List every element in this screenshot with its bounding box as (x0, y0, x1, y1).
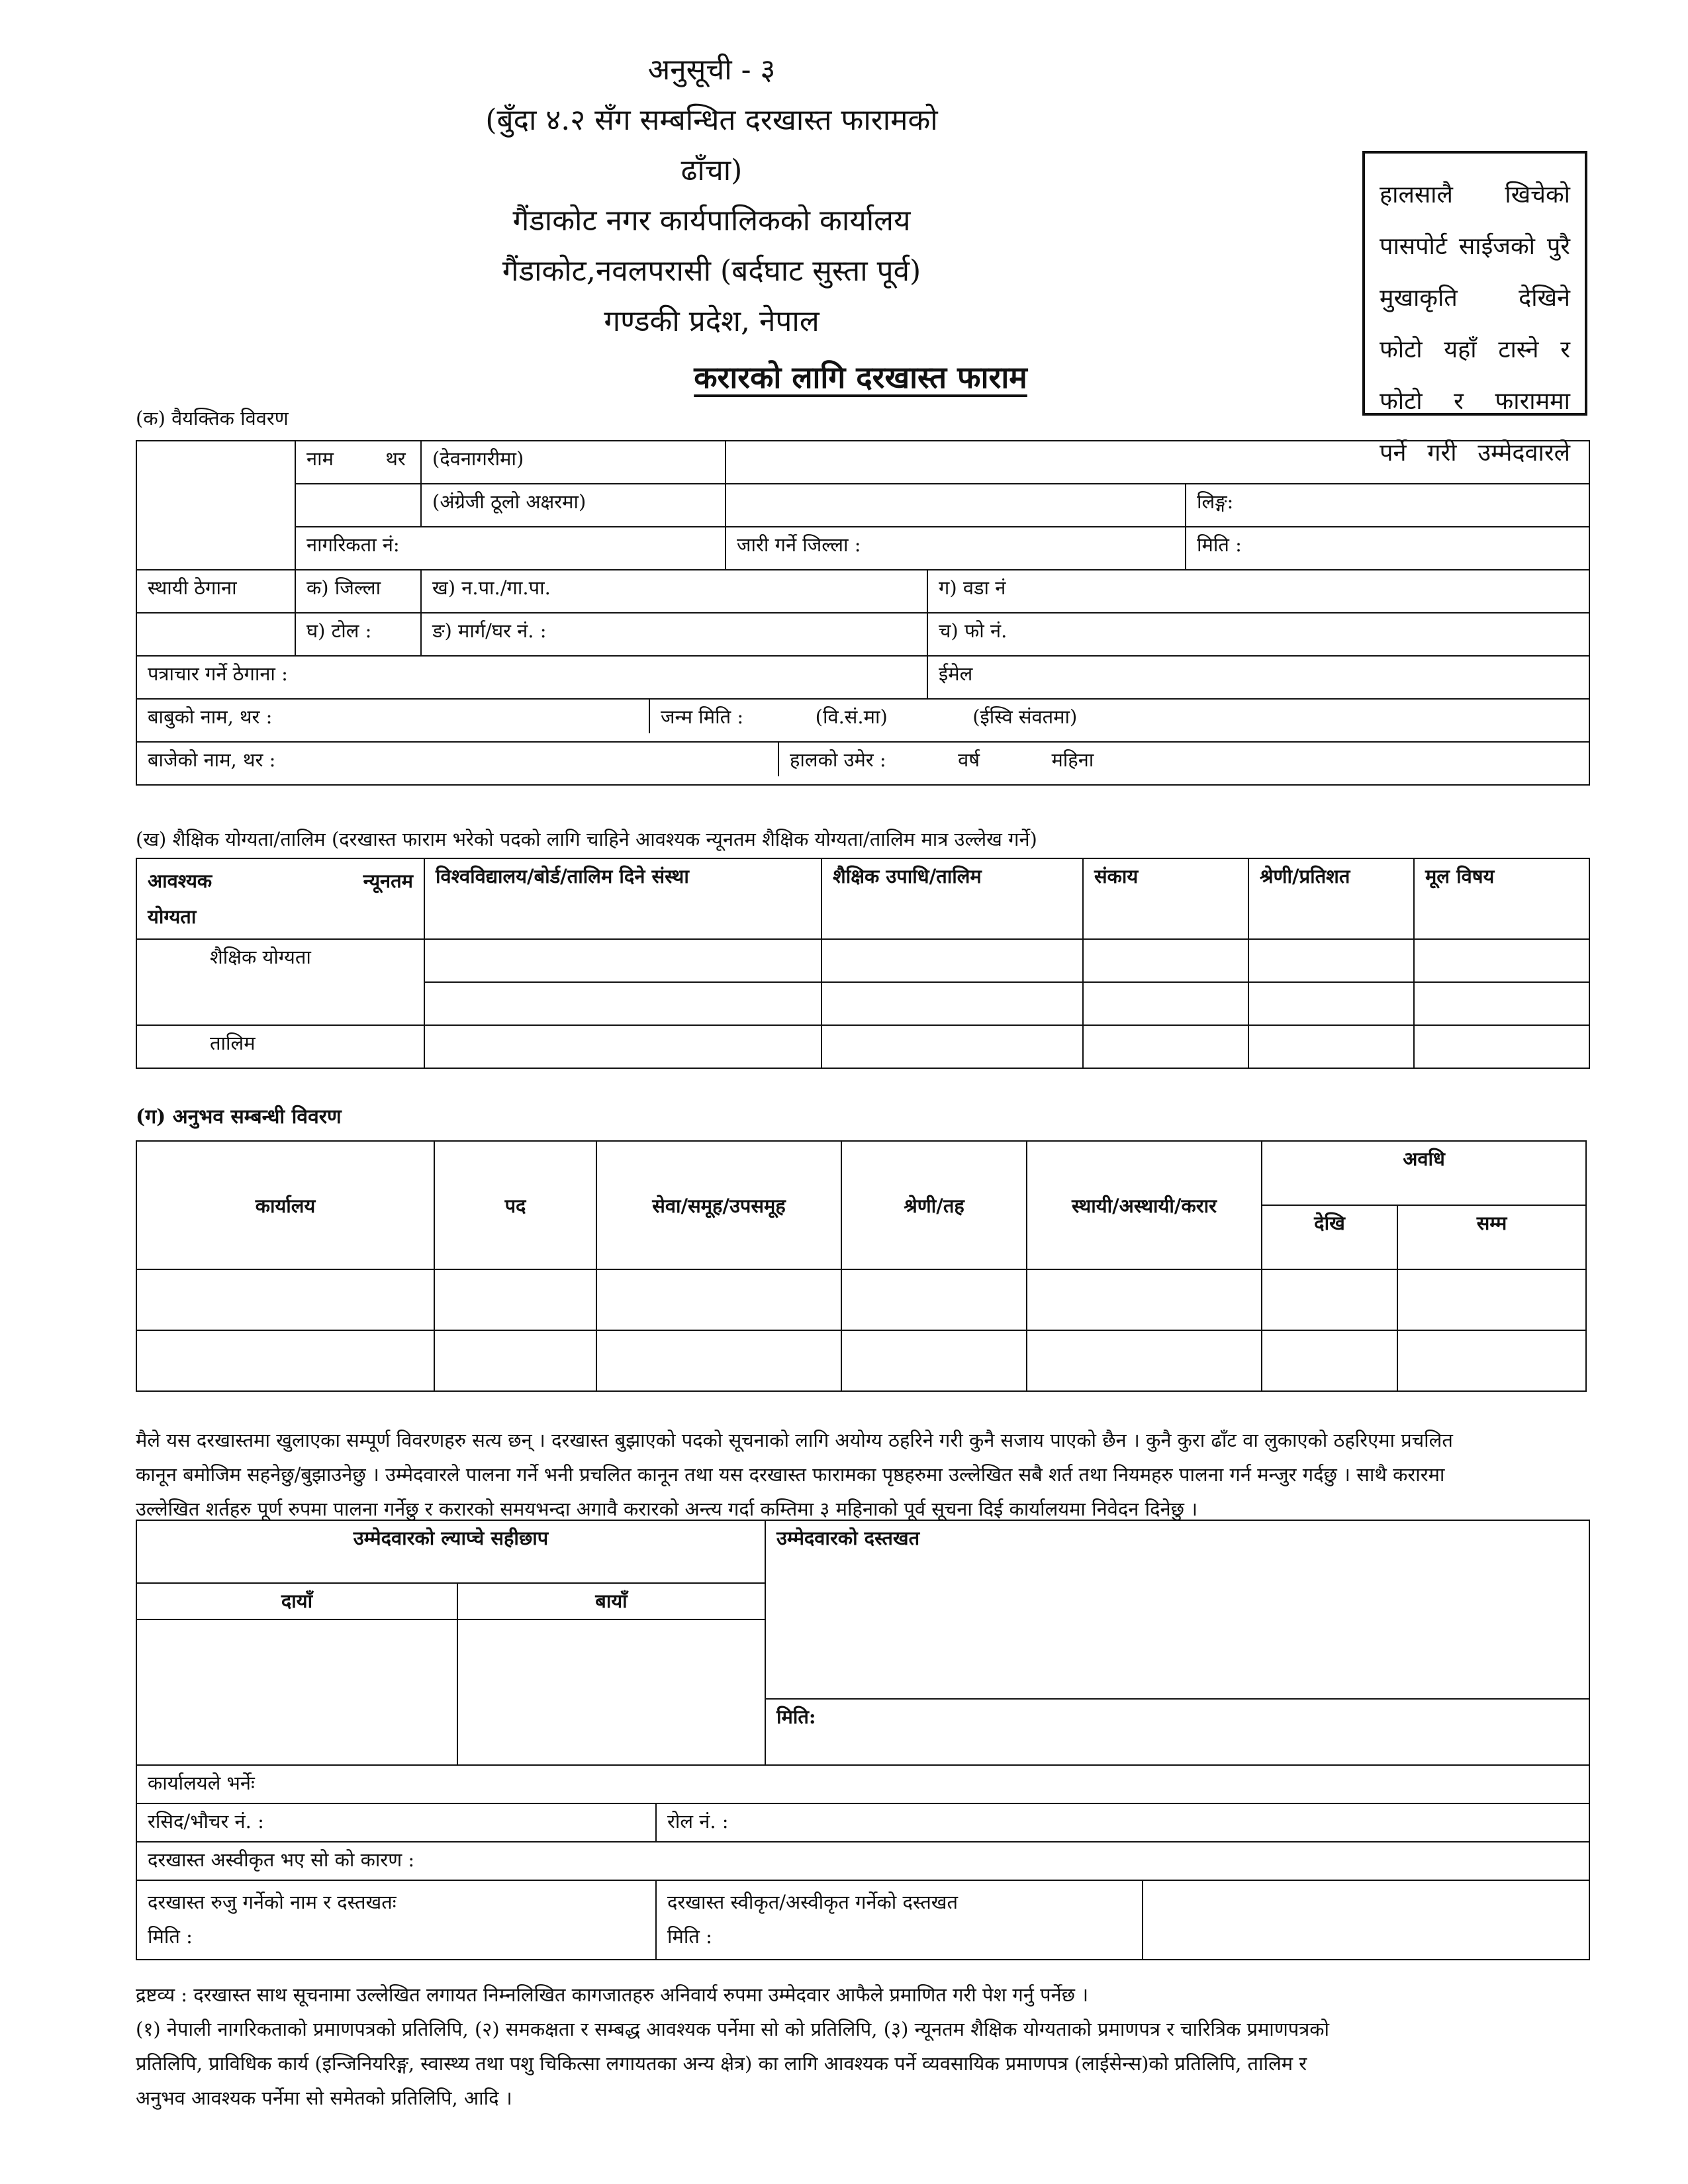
header-level: श्रेणी/तह (841, 1141, 1027, 1269)
thumbprint-header: उम्मेदवारको ल्याप्चे सहीछाप (136, 1520, 765, 1583)
photo-line: मुखाकृति देखिने (1380, 285, 1570, 312)
devanagari-label: (देवनागरीमा) (421, 441, 726, 484)
months-label: महिना (1051, 749, 1094, 771)
header-degree: शैक्षिक उपाधि/तालिम (821, 858, 1083, 939)
header-service-group: सेवा/समूह/उपसमूह (596, 1141, 841, 1269)
signature-date-field[interactable]: मिति: (765, 1699, 1589, 1765)
header-address: गैंडाकोट,नवलपरासी (बर्दघाट सुस्ता पूर्व) (502, 254, 921, 288)
dob-field[interactable] (650, 700, 1589, 733)
row-training-label: तालिम (136, 1025, 424, 1068)
grandfather-age-row (136, 742, 1589, 785)
municipality-field[interactable]: ख) न.पा./गा.पा. (421, 570, 927, 613)
right-thumb-box[interactable] (136, 1619, 457, 1765)
approver-label: दरखास्त स्वीकृत/अस्वीकृत गर्नेको दस्तखत (667, 1891, 958, 1913)
issue-date-field[interactable]: मिति : (1186, 527, 1589, 570)
office-use-label: कार्यालयले भर्नेः (136, 1765, 1589, 1803)
photo-line: हालसालै खिचेको (1380, 181, 1570, 208)
table-cell[interactable] (424, 982, 821, 1025)
header-min-qualification-c: योग्यता (148, 905, 197, 928)
table-cell[interactable] (434, 1269, 596, 1330)
photo-line: पासपोर्ट साईजको पुरै (1380, 233, 1570, 260)
blank-cell (136, 441, 295, 570)
section-a-title: (क) वैयक्तिक विवरण (136, 407, 289, 430)
table-cell[interactable] (1262, 1330, 1397, 1391)
receipt-no-field[interactable]: रसिद/भौचर नं. : (136, 1803, 656, 1842)
table-cell[interactable] (1262, 1269, 1397, 1330)
email-field[interactable]: ईमेल (927, 656, 1589, 699)
years-label: वर्ष (958, 749, 980, 771)
table-cell[interactable] (1248, 939, 1414, 982)
father-name-field[interactable]: बाबुको नाम, थर : (137, 700, 650, 733)
declaration-line: मैले यस दरखास्तमा खुलाएका सम्पूर्ण विवरणहरु सत्य छन् । दरखास्त बुझाएको पदको सूचनाको लागि अयोग्य ठहरिने गरी कुनै सजाय पाएको छैन । कुनै कुरा ढाँट वा लुकाएको ठहरिएमा प्रचलित (136, 1429, 1453, 1451)
header-min-qualification (136, 858, 424, 939)
reject-reason-field[interactable]: दरखास्त अस्वीकृत भए सो को कारण : (136, 1842, 1589, 1880)
declaration-text (136, 1423, 1589, 1526)
checker-field[interactable] (136, 1880, 656, 1960)
surname-label: थर (385, 447, 406, 470)
blank-cell (136, 613, 295, 656)
note-line: अनुभव आवश्यक पर्नेमा सो समेतको प्रतिलिपि, आदि । (136, 2087, 512, 2109)
education-table (136, 858, 1590, 1069)
header-faculty: संकाय (1083, 858, 1248, 939)
header-post: पद (434, 1141, 596, 1269)
photo-box (1362, 151, 1587, 467)
document-header (463, 45, 960, 347)
table-cell[interactable] (424, 939, 821, 982)
table-cell[interactable] (1414, 1025, 1589, 1068)
table-cell[interactable] (841, 1269, 1027, 1330)
declaration-line: उल्लेखित शर्तहरु पूर्ण रुपमा पालना गर्नेछु र करारको समयभन्दा अगावै करारको अन्त्य गर्दा कम्तिमा ३ महिनाको पूर्व सूचना दिई कार्यालयमा निवेदन दिनेछु । (136, 1498, 1198, 1520)
left-thumb-box[interactable] (457, 1619, 765, 1765)
roll-no-field[interactable]: रोल नं. : (656, 1803, 1589, 1842)
experience-table (136, 1140, 1587, 1392)
grandfather-name-field[interactable]: बाजेको नाम, थर : (137, 743, 779, 776)
table-cell[interactable] (136, 1269, 434, 1330)
header-office: कार्यालय (136, 1141, 434, 1269)
signature-office-table (136, 1520, 1590, 1960)
header-employment-type: स्थायी/अस्थायी/करार (1027, 1141, 1262, 1269)
district-field[interactable]: क) जिल्ला (295, 570, 421, 613)
gender-field[interactable]: लिङ्ग: (1186, 484, 1589, 527)
photo-line: फोटो र फाराममा (1380, 388, 1570, 415)
name-label: नाम (306, 447, 334, 470)
name-label-cell (295, 441, 421, 484)
issue-district-field[interactable]: जारी गर्ने जिल्ला : (726, 527, 1186, 570)
table-cell[interactable] (1397, 1330, 1586, 1391)
tole-field[interactable]: घ) टोल : (295, 613, 421, 656)
approver-signature-cell[interactable] (1143, 1880, 1589, 1960)
table-cell[interactable] (1027, 1269, 1262, 1330)
form-title: करारको लागि दरखास्त फाराम (694, 359, 1027, 395)
street-field[interactable]: ङ) मार्ग/घर नं. : (421, 613, 927, 656)
header-min-qualification-a: आवश्यक (148, 870, 212, 892)
note-line: (१) नेपाली नागरिकताको प्रमाणपत्रको प्रतिलिपि, (२) समकक्षता र सम्बद्ध आवश्यक पर्नेमा सो को प्रतिलिपि, (३) न्यूनतम शैक्षिक योग्यताको प्रमाणपत्र र चारित्रिक प्रमाणपत्रको (136, 2018, 1330, 2040)
approver-field[interactable] (656, 1880, 1143, 1960)
header-office: गैंडाकोट नगर कार्यपालिकको कार्यालय (512, 204, 911, 238)
table-cell[interactable] (1083, 1025, 1248, 1068)
header-subtitle: (बुँदा ४.२ सँग सम्बन्धित दरखास्त फारामको ढाँचा) (485, 103, 938, 187)
age-label: हालको उमेर : (790, 749, 886, 771)
note-line: द्रष्टव्य : दरखास्त साथ सूचनामा उल्लेखित लगायत निम्नलिखित कागजातहरु अनिवार्य रुपमा उम्मेदवार आफैले प्रमाणित गरी पेश गर्नु पर्नेछ । (136, 1983, 1089, 2006)
table-cell[interactable] (1414, 939, 1589, 982)
table-cell[interactable] (1248, 982, 1414, 1025)
header-main-subject: मूल विषय (1414, 858, 1589, 939)
table-cell[interactable] (424, 1025, 821, 1068)
ward-field[interactable]: ग) वडा नं (927, 570, 1589, 613)
table-cell[interactable] (434, 1330, 596, 1391)
table-cell[interactable] (1083, 939, 1248, 982)
right-thumb-header: दायाँ (136, 1583, 457, 1619)
phone-field[interactable]: च) फो नं. (927, 613, 1589, 656)
english-label: (अंग्रेजी ठूलो अक्षरमा) (421, 484, 726, 527)
table-cell[interactable] (596, 1269, 841, 1330)
header-annex: अनुसूची - ३ (647, 53, 776, 87)
checker-label: दरखास्त रुजु गर्नेको नाम र दस्तखतः (148, 1891, 397, 1913)
mailing-address-field[interactable]: पत्राचार गर्ने ठेगाना : (136, 656, 927, 699)
table-cell[interactable] (821, 982, 1083, 1025)
table-cell[interactable] (1414, 982, 1589, 1025)
row-education-label: शैक्षिक योग्यता (136, 939, 424, 1025)
header-to: सम्म (1397, 1205, 1586, 1269)
name-devanagari-field[interactable] (726, 441, 1589, 484)
checker-date-label: मिति : (148, 1925, 193, 1948)
left-thumb-header: बायाँ (457, 1583, 765, 1619)
personal-details-table (136, 440, 1590, 786)
dob-label: जन्म मिति : (661, 705, 744, 728)
citizenship-no-field[interactable]: नागरिकता नं: (295, 527, 726, 570)
table-cell[interactable] (821, 1025, 1083, 1068)
notes-text (136, 1978, 1589, 2115)
header-from: देखि (1262, 1205, 1397, 1269)
header-division: श्रेणी/प्रतिशत (1248, 858, 1414, 939)
table-cell[interactable] (1027, 1330, 1262, 1391)
blank-cell (295, 484, 421, 527)
table-cell[interactable] (821, 939, 1083, 982)
table-cell[interactable] (596, 1330, 841, 1391)
header-duration: अवधि (1262, 1141, 1586, 1205)
table-cell[interactable] (1397, 1269, 1586, 1330)
permanent-address-label: स्थायी ठेगाना (136, 570, 295, 613)
father-dob-row (136, 699, 1589, 742)
header-min-qualification-b: न्यूनतम (363, 870, 413, 892)
dob-ad-label: (ईस्वि संवतमा) (972, 705, 1078, 728)
section-c-title: (ग) अनुभव सम्बन्धी विवरण (136, 1105, 342, 1128)
table-cell[interactable] (841, 1330, 1027, 1391)
header-institution: विश्वविद्यालय/बोर्ड/तालिम दिने संस्था (424, 858, 821, 939)
photo-line: पर्ने गरी उम्मेदवारले (1380, 439, 1570, 467)
candidate-signature-box[interactable]: उम्मेदवारको दस्तखत (765, 1520, 1589, 1699)
header-province: गण्डकी प्रदेश, नेपाल (604, 304, 820, 338)
declaration-line: कानून बमोजिम सहनेछु/बुझाउनेछु । उम्मेदवारले पालना गर्ने भनी प्रचलित कानून तथा यस दरखास्त फारामका पृष्ठहरुमा उल्लेखित सबै शर्त तथा नियमहरु पालना गर्न मन्जुर गर्दछु । साथै करारमा (136, 1463, 1445, 1486)
dob-bs-label: (वि.सं.मा) (815, 705, 888, 728)
table-cell[interactable] (136, 1330, 434, 1391)
note-line: प्रतिलिपि, प्राविधिक कार्य (इन्जिनियरिङ्ग, स्वास्थ्य तथा पशु चिकित्सा लगायतका अन्य क्षेत्र) का लागि आवश्यक पर्ने व्यवसायिक प्रमाणपत्र (लाईसेन्स)को प्रतिलिपि, तालिम र (136, 2052, 1307, 2075)
table-cell[interactable] (1248, 1025, 1414, 1068)
approver-date-label: मिति : (667, 1925, 712, 1948)
name-english-field[interactable] (726, 484, 1186, 527)
section-b-title: (ख) शैक्षिक योग्यता/तालिम (दरखास्त फाराम भरेको पदको लागि चाहिने आवश्यक न्यूनतम शैक्षिक योग्यता/तालिम मात्र उल्लेख गर्ने) (136, 828, 1037, 850)
age-field[interactable] (779, 743, 1589, 776)
table-cell[interactable] (1083, 982, 1248, 1025)
photo-line: फोटो यहाँ टास्ने र (1380, 336, 1570, 363)
